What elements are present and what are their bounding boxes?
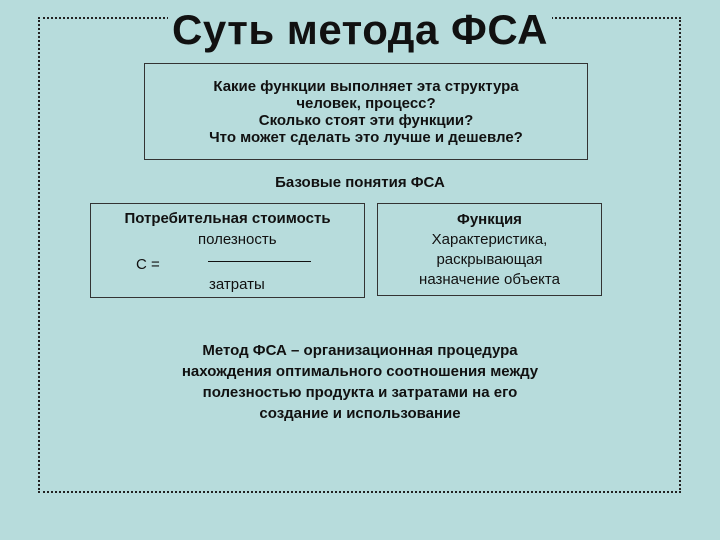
function-box (377, 203, 602, 296)
questions-box (144, 63, 588, 160)
question-line: человек, процесс? (296, 95, 436, 112)
base-concepts-heading: Базовые понятия ФСА (275, 174, 445, 191)
definition-line: нахождения оптимального соотношения между (181, 363, 539, 380)
formula-denominator: затраты (209, 276, 265, 293)
definition-line: создание и использование (259, 405, 461, 422)
function-line: раскрывающая (436, 251, 543, 268)
definition-line: полезностью продукта и затратами на его (202, 384, 518, 401)
function-heading: Функция (457, 211, 522, 228)
fraction-line (208, 261, 311, 262)
consumer-value-heading: Потребительная стоимость (124, 210, 331, 227)
formula-numerator: полезность (198, 231, 277, 248)
title-text: Суть метода ФСА (168, 6, 552, 53)
consumer-value-box (90, 203, 365, 298)
definition-text (100, 340, 620, 424)
page-title (0, 6, 720, 54)
question-line: Сколько стоят эти функции? (258, 112, 474, 129)
question-line: Какие функции выполняет эта структура (213, 78, 519, 95)
question-line: Что может сделать это лучше и дешевле? (209, 129, 523, 146)
function-line: Характеристика, (431, 231, 548, 248)
formula-lhs: С = (136, 256, 160, 273)
function-line: назначение объекта (419, 271, 560, 288)
definition-line: Метод ФСА – организационная процедура (202, 342, 518, 359)
